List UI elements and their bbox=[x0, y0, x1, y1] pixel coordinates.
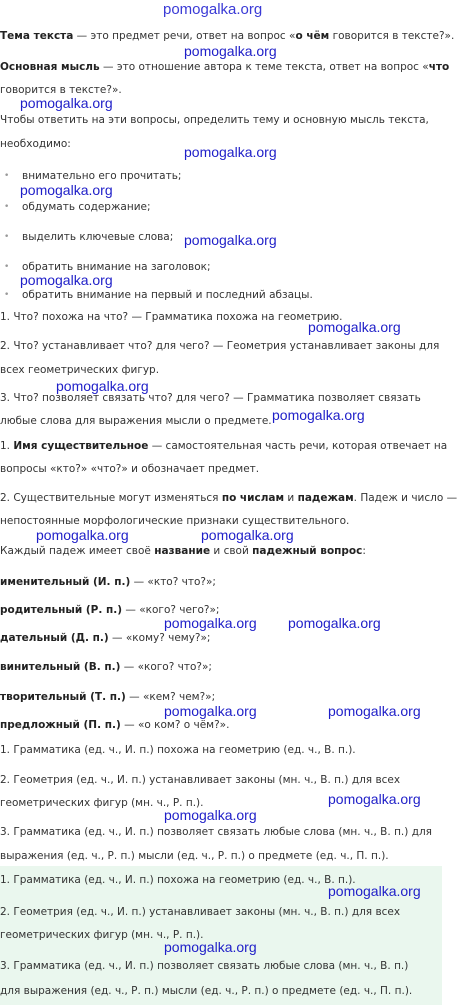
case-question-term: падежный вопрос bbox=[252, 545, 363, 557]
answer-sentence-3-line2: для выражения (ед. ч., Р. п.) мысли (ед. ч., Р. п.) о предмете (ед. ч., П. п.). bbox=[0, 985, 413, 997]
case-question: — «о ком? о чём?». bbox=[120, 719, 230, 731]
noun-change-rule-line2: непостоянные морфологические признаки существительного. bbox=[0, 515, 350, 527]
main-idea-text-mid: — это отношение автора к теме текста, ответ на вопрос « bbox=[99, 61, 429, 73]
analysis-sentence-2-line1: 2. Что? устанавливает что? для чего? — Геометрия устанавливает законы для bbox=[0, 340, 440, 352]
watermark: pomogalka.org bbox=[164, 615, 257, 631]
case-item-prepositional bbox=[0, 719, 229, 732]
watermark: pomogalka.org bbox=[328, 791, 421, 807]
case-question: — «кем? чем?»; bbox=[125, 691, 216, 703]
answer-sentence-2-line2: геометрических фигур (мн. ч., Р. п.). bbox=[0, 929, 204, 941]
case-intro-mid: и свой bbox=[210, 545, 253, 557]
watermark: pomogalka.org bbox=[164, 703, 257, 719]
step-item: обратить внимание на первый и последний абзацы. bbox=[22, 289, 313, 301]
bullet-icon: • bbox=[4, 171, 10, 181]
watermark: pomogalka.org bbox=[272, 407, 365, 423]
case-name: дательный (Д. п.) bbox=[0, 632, 109, 644]
case-question: — «кто? что?»; bbox=[130, 576, 216, 588]
topic-text-end: говорится в тексте?». bbox=[329, 30, 455, 42]
answer-sentence-1: 1. Грамматика (ед. ч., И. п.) похожа на геометрию (ед. ч., В. п.). bbox=[0, 874, 356, 886]
case-intro-pre: Каждый падеж имеет своё bbox=[0, 545, 155, 557]
watermark: pomogalka.org bbox=[308, 319, 401, 335]
topic-term: Тема текста bbox=[0, 30, 74, 42]
parsed-sentence-1: 1. Грамматика (ед. ч., И. п.) похожа на геометрию (ед. ч., В. п.). bbox=[0, 744, 356, 756]
bullet-icon: • bbox=[4, 290, 10, 300]
step-item: выделить ключевые слова; bbox=[22, 231, 174, 243]
watermark: pomogalka.org bbox=[56, 378, 149, 394]
case-name: предложный (П. п.) bbox=[0, 719, 121, 731]
bullet-icon: • bbox=[4, 232, 10, 242]
main-idea-question: что bbox=[428, 61, 450, 73]
topic-question: о чём bbox=[295, 30, 330, 42]
bullet-icon: • bbox=[4, 202, 10, 212]
case-name: именительный (И. п.) bbox=[0, 576, 131, 588]
watermark: pomogalka.org bbox=[20, 272, 113, 288]
case-name: родительный (Р. п.) bbox=[0, 604, 123, 616]
parsed-sentence-3-line2: выражения (ед. ч., Р. п.) мысли (ед. ч., Р. п.) о предмете (ед. ч., П. п.). bbox=[0, 850, 389, 862]
watermark: pomogalka.org bbox=[164, 939, 257, 955]
noun-definition-line2: вопросы «кто?» «что?» и обозначает предмет. bbox=[0, 463, 260, 475]
noun-change-rule bbox=[0, 492, 457, 505]
topic-definition bbox=[0, 30, 454, 43]
noun-change-rest: . Падеж и число — bbox=[353, 492, 457, 504]
howto-line1: Чтобы ответить на эти вопросы, определить тему и основную мысль текста, bbox=[0, 114, 429, 126]
watermark: pomogalka.org bbox=[184, 43, 277, 59]
watermark: pomogalka.org bbox=[164, 807, 257, 823]
case-item-accusative bbox=[0, 661, 212, 674]
main-idea-definition-line2: говорится в тексте?». bbox=[0, 84, 122, 96]
case-question: — «кого? что?»; bbox=[120, 661, 212, 673]
case-name: винительный (В. п.) bbox=[0, 661, 121, 673]
noun-change-and: и bbox=[284, 492, 298, 504]
watermark: pomogalka.org bbox=[20, 95, 113, 111]
parsed-sentence-2-line1: 2. Геометрия (ед. ч., И. п.) устанавливает законы (мн. ч., В. п.) для всех bbox=[0, 774, 401, 786]
by-number-term: по числам bbox=[221, 492, 285, 504]
site-watermark-top: pomogalka.org bbox=[163, 1, 263, 18]
watermark: pomogalka.org bbox=[36, 527, 129, 543]
watermark: pomogalka.org bbox=[201, 527, 294, 543]
parsed-sentence-3-line1: 3. Грамматика (ед. ч., И. п.) позволяет связать любые слова (мн. ч., В. п.) для bbox=[0, 826, 432, 838]
step-item: обдумать содержание; bbox=[22, 201, 151, 213]
answer-sentence-3-line1: 3. Грамматика (ед. ч., И. п.) позволяет связать любые слова (мн. ч., В. п.) bbox=[0, 960, 409, 972]
case-name-term: название bbox=[154, 545, 211, 557]
watermark: pomogalka.org bbox=[184, 232, 277, 248]
main-idea-term: Основная мысль bbox=[0, 61, 100, 73]
watermark: pomogalka.org bbox=[328, 703, 421, 719]
analysis-sentence-2-line2: всех геометрических фигур. bbox=[0, 364, 160, 376]
case-item-dative bbox=[0, 632, 210, 645]
parsed-sentence-2-line2: геометрических фигур (мн. ч., Р. п.). bbox=[0, 797, 204, 809]
topic-text-mid: — это предмет речи, ответ на вопрос « bbox=[73, 30, 296, 42]
case-item-nominative bbox=[0, 576, 216, 589]
bullet-icon: • bbox=[4, 262, 10, 272]
noun-change-pre: 2. Существительные могут изменяться bbox=[0, 492, 222, 504]
by-case-term: падежам bbox=[297, 492, 354, 504]
noun-def-rest: — самостоятельная часть речи, которая отвечает на bbox=[148, 440, 448, 452]
case-name: творительный (Т. п.) bbox=[0, 691, 126, 703]
analysis-sentence-3-line2: любые слова для выражения мысли о предмете. bbox=[0, 415, 272, 427]
watermark: pomogalka.org bbox=[184, 144, 277, 160]
noun-definition bbox=[0, 440, 447, 453]
howto-line2: необходимо: bbox=[0, 138, 71, 150]
watermark: pomogalka.org bbox=[328, 883, 421, 899]
case-question: — «кому? чему?»; bbox=[108, 632, 211, 644]
analysis-sentence-1: 1. Что? похожа на что? — Грамматика похожа на геометрию. bbox=[0, 311, 343, 323]
step-item: обратить внимание на заголовок; bbox=[22, 261, 211, 273]
watermark: pomogalka.org bbox=[20, 182, 113, 198]
analysis-sentence-3-line1: 3. Что? позволяет связать что? для чего? — Грамматика позволяет связать bbox=[0, 392, 421, 404]
watermark: pomogalka.org bbox=[288, 615, 381, 631]
noun-term: Имя существительное bbox=[13, 440, 149, 452]
case-intro bbox=[0, 545, 366, 558]
answer-sentence-2-line1: 2. Геометрия (ед. ч., И. п.) устанавливает законы (мн. ч., В. п.) для всех bbox=[0, 906, 401, 918]
case-intro-end: : bbox=[362, 545, 366, 557]
case-question: — «кого? чего?»; bbox=[122, 604, 220, 616]
noun-def-number: 1. bbox=[0, 440, 14, 452]
step-item: внимательно его прочитать; bbox=[22, 170, 182, 182]
main-idea-definition bbox=[0, 61, 449, 74]
